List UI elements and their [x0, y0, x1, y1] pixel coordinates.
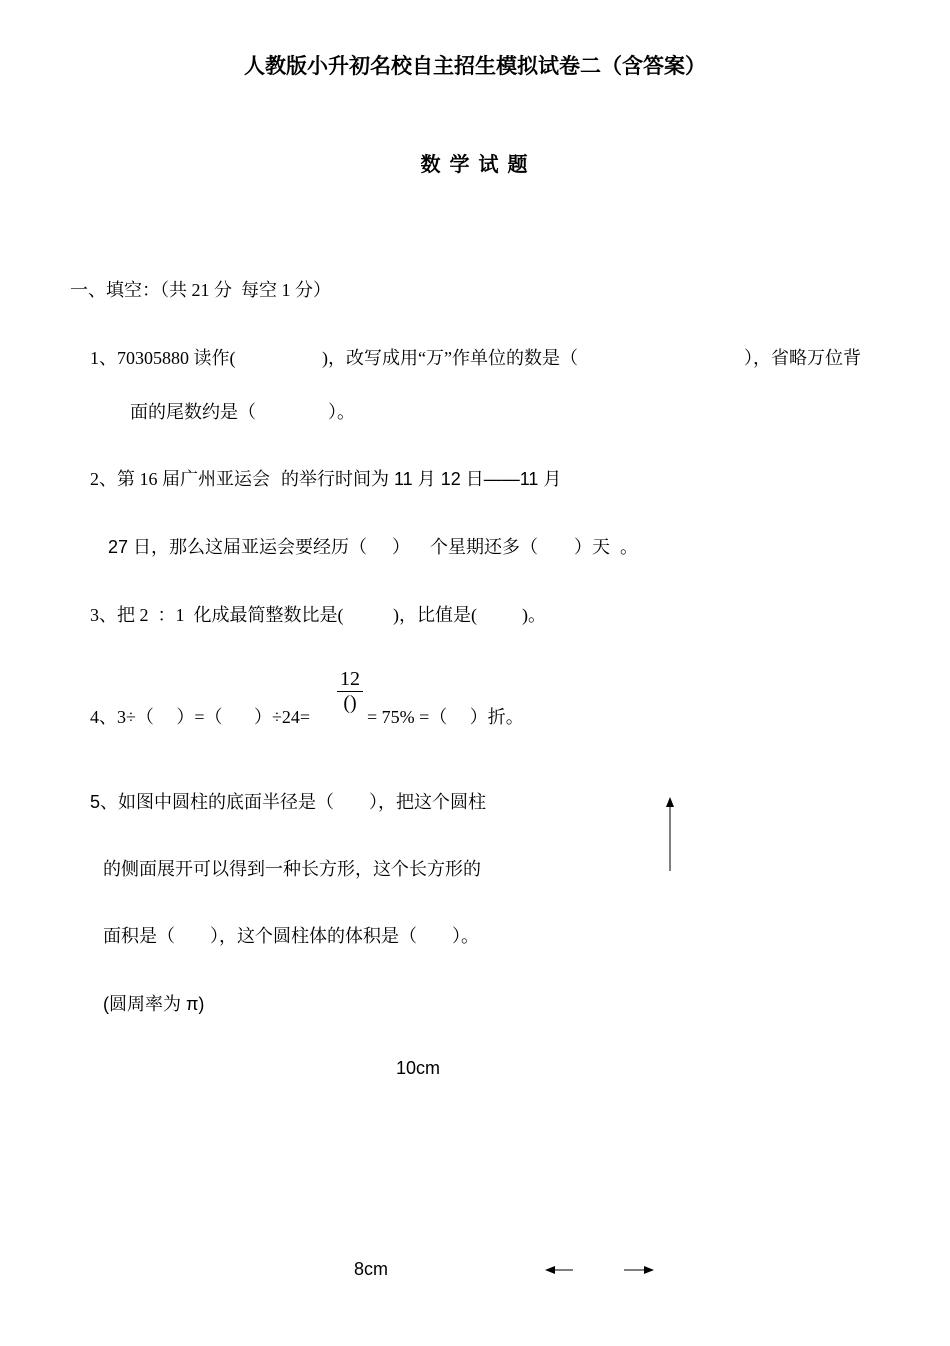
section-heading-fill-in: 一、填空：（共 21 分 每空 1 分）	[70, 280, 331, 300]
q2-line1-part-b: 的举行时间为 11 月 12 日——11 月	[281, 469, 562, 489]
q2-line2-part-c: 。	[620, 537, 638, 557]
width-arrow-right-icon	[622, 1262, 656, 1278]
q5-line4: (圆周率为 π)	[103, 994, 205, 1014]
q2-line1-part-a: 2、第 16 届广州亚运会	[90, 469, 270, 489]
q5-line1: 5、如图中圆柱的底面半径是（ ），把这个圆柱	[90, 792, 487, 812]
q4-prefix: 4、3÷（ ）=（ ）÷24=	[90, 707, 311, 727]
height-arrow-icon	[660, 795, 680, 875]
q3-line: 3、把 2 ：1 化成最简整数比是( )，比值是( )。	[90, 605, 546, 625]
q2-line2-part-b: 个星期还多（ ）天	[430, 537, 610, 557]
q4-fraction-numerator: 12	[337, 667, 363, 692]
q2-line2-part-a: 27 日，那么这届亚运会要经历（ ）	[108, 537, 411, 557]
document-subtitle: 数 学 试 题	[420, 154, 530, 176]
q1-line1-part-b: )，改写成用“万”作单位的数是（	[322, 348, 578, 368]
q1-line2: 面的尾数约是（ ）。	[130, 402, 355, 422]
figure-width-label: 8cm	[354, 1259, 389, 1279]
q5-line3: 面积是（ ），这个圆柱体的体积是（ ）。	[103, 926, 480, 946]
q4-suffix: = 75% =（ ）折。	[367, 707, 524, 727]
q4-fraction	[337, 667, 363, 714]
q1-line1-part-c: ），省略万位背	[744, 348, 861, 368]
figure-height-label: 10cm	[396, 1058, 441, 1078]
q5-line2: 的侧面展开可以得到一种长方形，这个长方形的	[103, 859, 481, 879]
q1-line1-part-a: 1、70305880 读作(	[90, 348, 236, 368]
document-title: 人教版小升初名校自主招生模拟试卷二（含答案）	[244, 54, 706, 78]
q4-fraction-denominator: ()	[343, 692, 357, 714]
width-arrow-left-icon	[543, 1262, 577, 1278]
